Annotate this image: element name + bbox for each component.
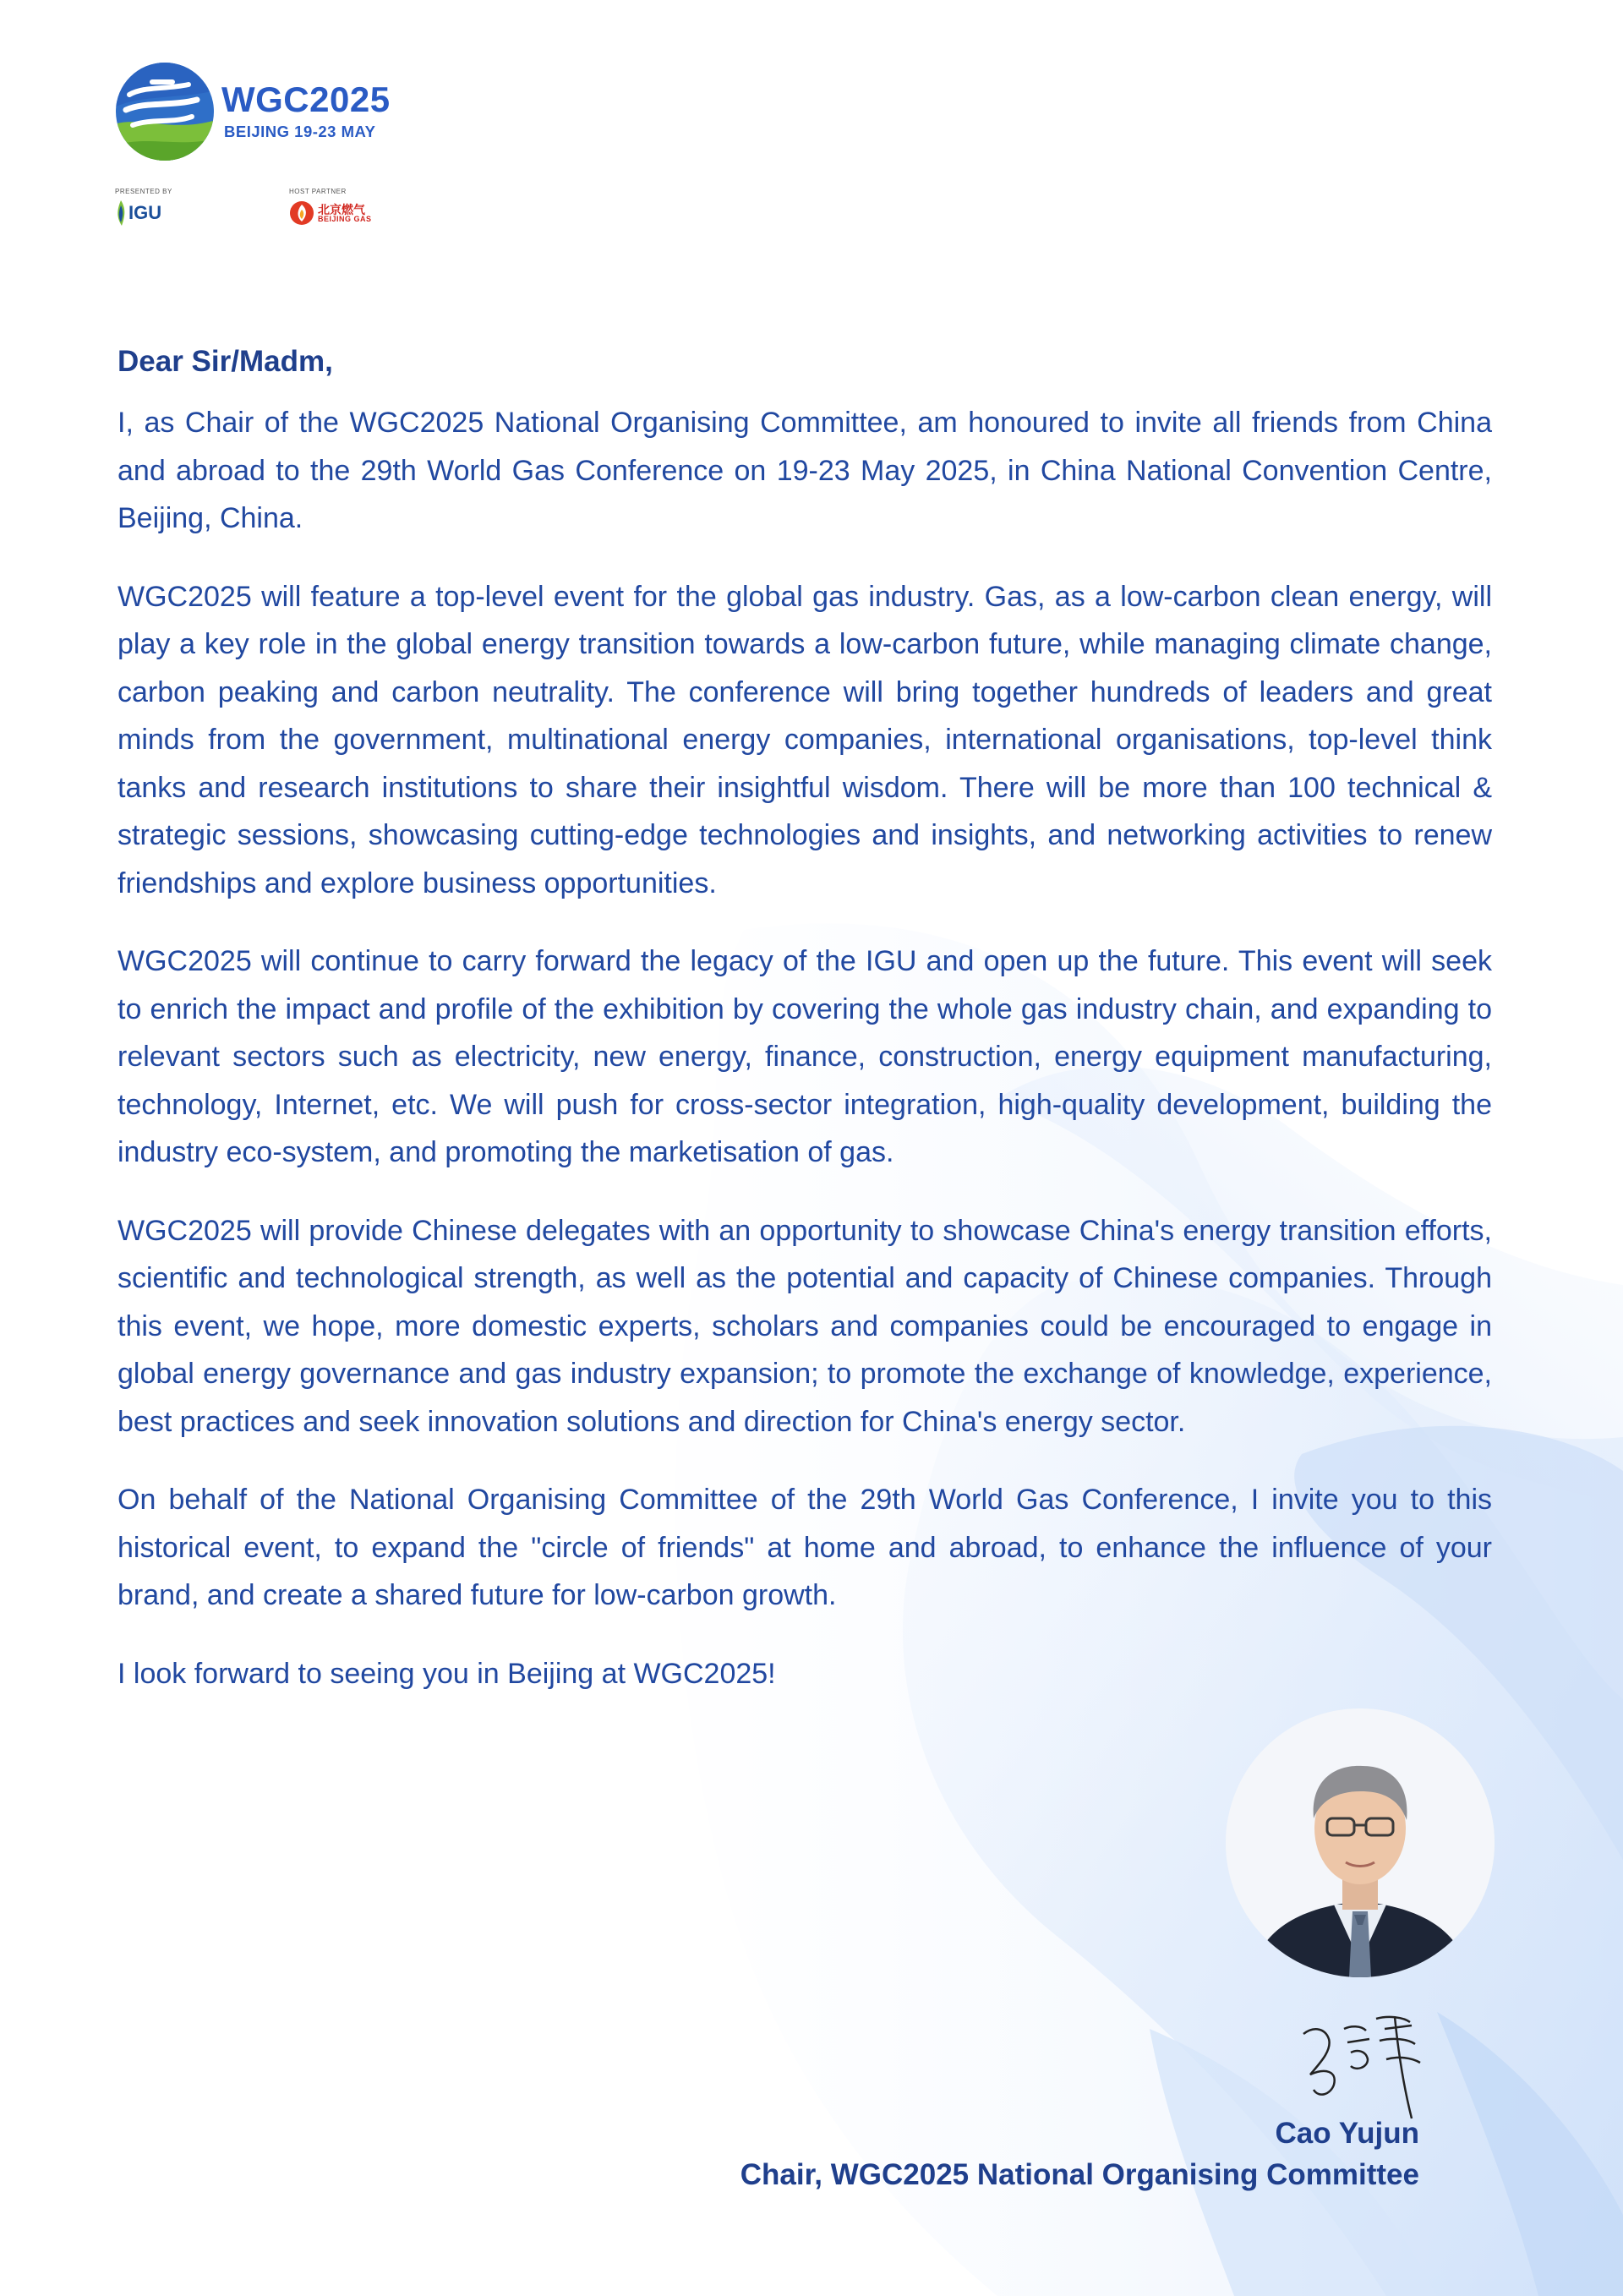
wgc2025-logo-icon [114, 61, 216, 162]
presented-by [115, 188, 216, 226]
igu-logo [115, 200, 216, 226]
logo-title: WGC2025 [221, 79, 391, 119]
presented-by-label: PRESENTED BY [115, 188, 172, 195]
chair-portrait [1226, 1708, 1495, 1977]
beijing-gas-cn: 北京燃气 [318, 202, 365, 216]
host-partner [289, 188, 407, 226]
handwritten-signature [1285, 2000, 1441, 2125]
paragraph-5: On behalf of the National Organising Committee of the 29th World Gas Conference, I invite you to this historical event, to expand the "circle of friends" at home and abroad, to enhance the influence of your brand, and create a shared future for low-carbon growth. [117, 1484, 1492, 1611]
signatory-title: Chair, WGC2025 National Organising Committee [740, 2158, 1419, 2191]
igu-flame-icon [115, 200, 127, 226]
host-partner-label: HOST PARTNER [289, 188, 347, 195]
signatory-name: Cao Yujun [1275, 2117, 1419, 2150]
paragraph-4: WGC2025 will provide Chinese delegates with an opportunity to showcase China's energy transition efforts, scientific and technological strength, as well as the potential and capacity of Chinese companies. Through this event, we hope, more domestic experts, scholars and companies could be encouraged to engage in global energy governance and gas industry expansion; to promote the exchange of knowledge, experience, best practices and seek innovation solutions and direction for China's energy sector. [117, 1214, 1492, 1438]
beijing-gas-en: BEIJING GAS [318, 214, 372, 223]
paragraph-1: I, as Chair of the WGC2025 National Organising Committee, am honoured to invite all friends from China and abroad to the 29th World Gas Conference on 19-23 May 2025, in China National Convention Centre, Beijing, China. [117, 407, 1492, 534]
logo-subtitle: BEIJING 19-23 MAY [224, 123, 376, 140]
paragraph-6: I look forward to seeing you in Beijing at WGC2025! [117, 1657, 776, 1690]
beijing-gas-flame-icon [289, 200, 314, 226]
igu-logo-text: IGU [128, 202, 162, 223]
portrait-illustration [1226, 1708, 1495, 1977]
beijing-gas-logo [289, 200, 407, 226]
wgc2025-logo [114, 61, 402, 171]
paragraph-3: WGC2025 will continue to carry forward the legacy of the IGU and open up the future. This event will seek to enrich the impact and profile of the exhibition by covering the whole gas industry chain, and expanding to relevant sectors such as electricity, new energy, finance, construction, energy equipment manufacturing, technology, Internet, etc. We will push for cross-sector integration, high-quality development, building the industry eco-system, and promoting the marketisation of gas. [117, 945, 1492, 1168]
paragraph-2: WGC2025 will feature a top-level event for the global gas industry. Gas, as a low-carbon clean energy, will play a key role in the global energy transition towards a low-carbon future, while managing climate change, carbon peaking and carbon neutrality. The conference will bring together hundreds of leaders and great minds from the government, multinational energy companies, international organisations, top-level think tanks and research institutions to share their insightful wisdom. There will be more than 100 technical & strategic sessions, showcasing cutting-edge technologies and insights, and networking activities to renew friendships and explore business opportunities. [117, 580, 1492, 899]
letter-body [117, 338, 1492, 1728]
salutation: Dear Sir/Madm, [117, 345, 333, 378]
